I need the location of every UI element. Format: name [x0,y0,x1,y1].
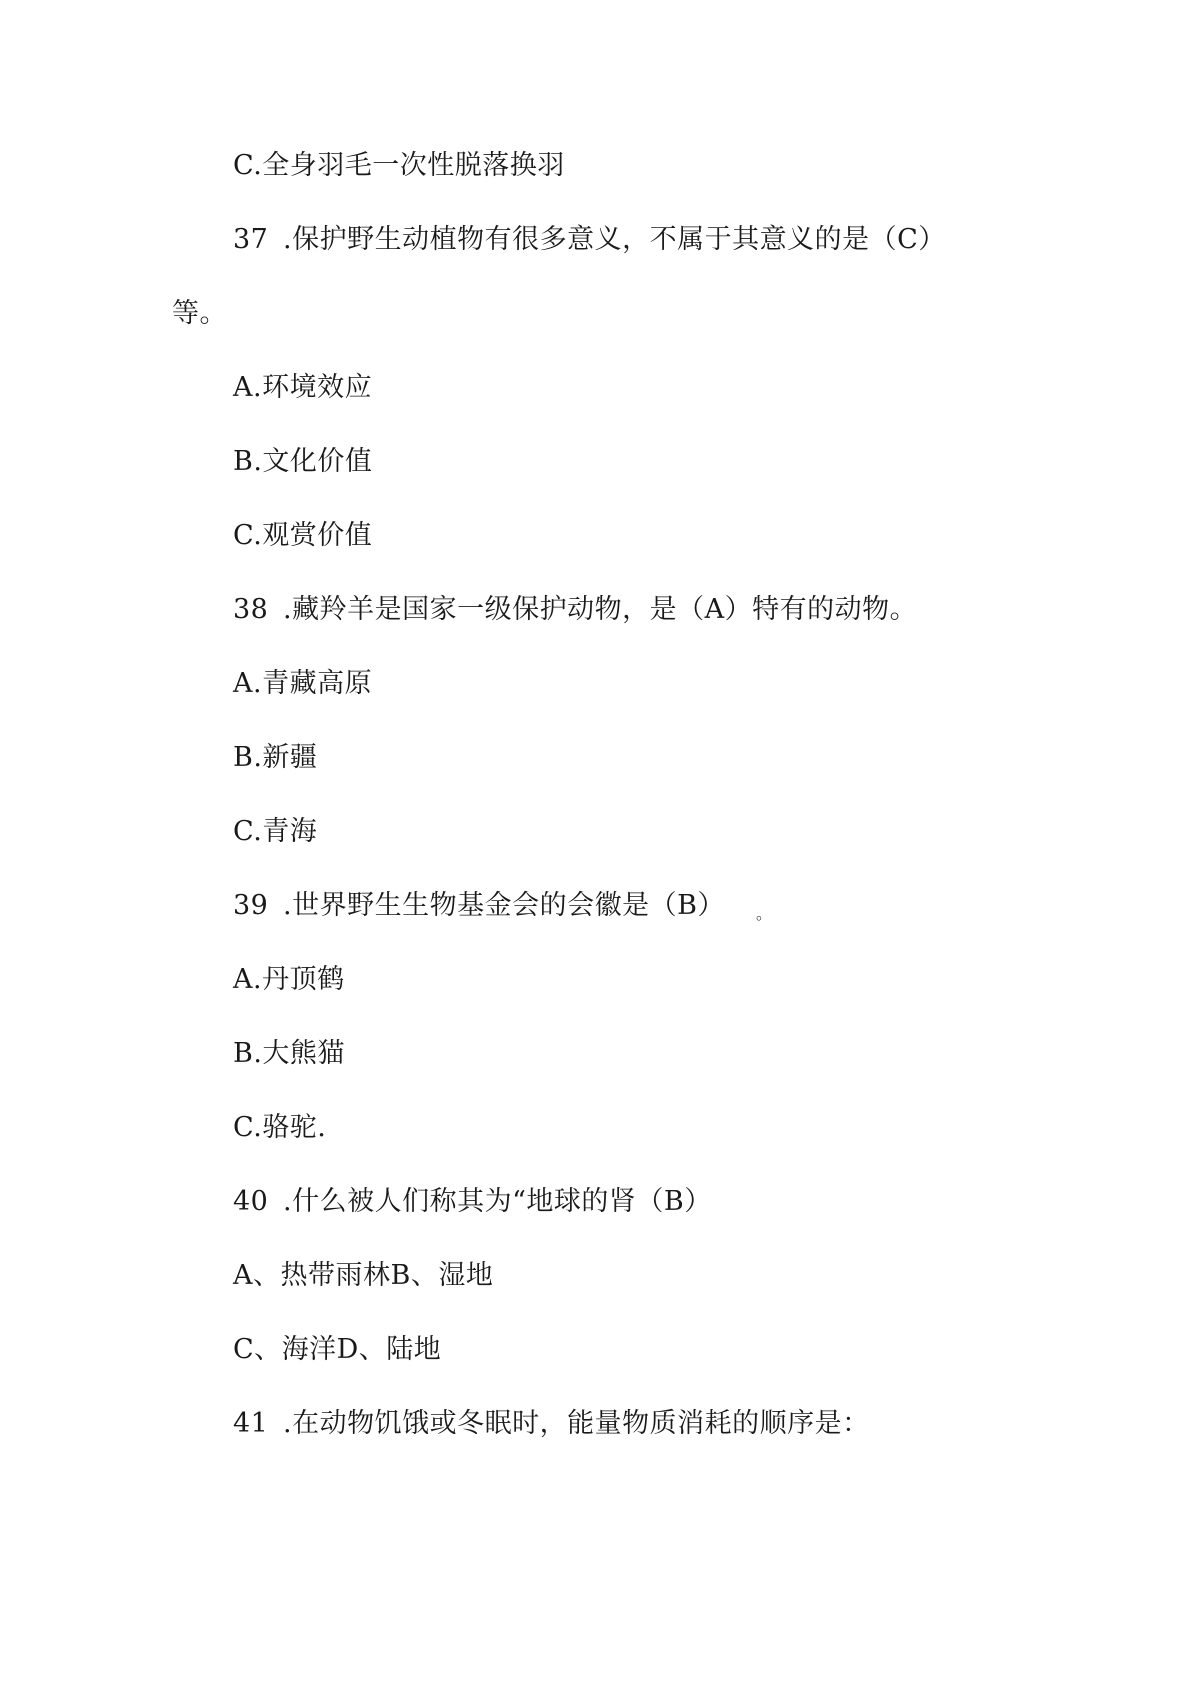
option-c-36: C.全身羽毛一次性脱落换羽 [233,150,565,181]
question-text: .保护野生动植物有很多意义，不属于其意义的是（C） [283,224,946,255]
question-number: 37 [233,224,269,255]
question-number: 40 [233,1186,269,1217]
option-a-38: A.青藏高原 [233,668,373,699]
question-41 [233,1406,870,1442]
option-c-39: C.骆驼. [233,1112,327,1143]
question-38 [233,592,917,628]
trailing-period-mark: 。 [756,904,773,923]
question-text: .在动物饥饿或冬眠时，能量物质消耗的顺序是： [283,1408,870,1439]
question-40 [233,1184,712,1220]
option-c-38: C.青海 [233,816,318,847]
option-a-37: A.环境效应 [233,372,373,403]
options-cd-40: C、海洋D、陆地 [233,1334,442,1365]
question-number: 41 [233,1408,269,1439]
option-a-39: A.丹顶鹤 [233,964,345,995]
question-number: 38 [233,594,269,625]
options-ab-40: A、热带雨林B、湿地 [233,1260,494,1291]
question-number: 39 [233,890,269,921]
question-37-continuation: 等。 [172,298,227,329]
question-text: .什么被人们称其为“地球的肾（B） [283,1186,712,1217]
question-37 [233,222,946,258]
question-39 [233,888,725,924]
question-text: .世界野生生物基金会的会徽是（B） [283,890,725,921]
question-text: .藏羚羊是国家一级保护动物，是（A）特有的动物。 [283,594,918,625]
option-b-39: B.大熊猫 [233,1038,345,1069]
option-c-37: C.观赏价值 [233,520,373,551]
option-b-37: B.文化价值 [233,446,373,477]
option-b-38: B.新疆 [233,742,318,773]
